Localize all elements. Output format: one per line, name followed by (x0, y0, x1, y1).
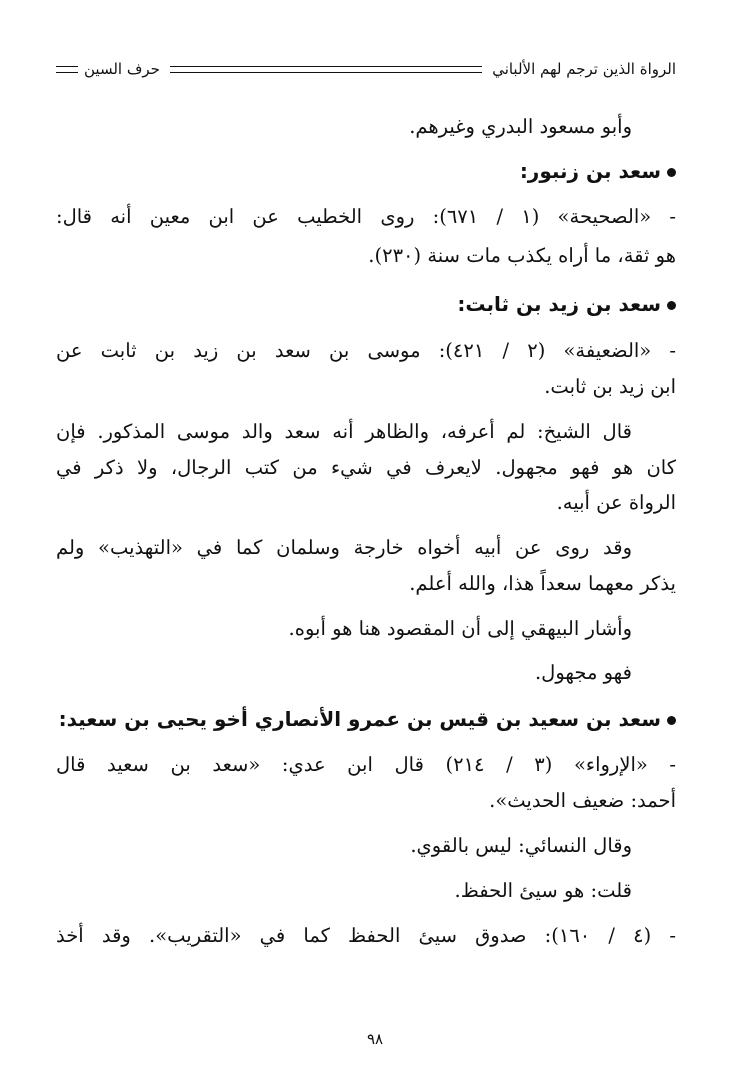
text-line: وأشار البيهقي إلى أن المقصود هنا هو أبوه. (288, 617, 632, 640)
entry-heading (520, 156, 676, 186)
text-line: وقال النسائي: ليس بالقوي. (410, 834, 632, 857)
running-header-chapter-title: حرف السين (84, 60, 160, 78)
bullet-icon (667, 716, 676, 725)
text-line: - (٤ / ١٦٠): صدوق سيئ الحفظ كما في «التقريب». وقد أخذ (56, 924, 676, 947)
text-line: أحمد: ضعيف الحديث». (489, 789, 676, 812)
text-line: فهو مجهول. (534, 661, 632, 684)
running-header (56, 54, 676, 84)
text-line: هو ثقة، ما أراه يكذب مات سنة (٢٣٠). (368, 244, 676, 267)
entry-heading-text: سعد بن زنبور: (519, 159, 661, 183)
text-line: قلت: هو سيئ الحفظ. (454, 879, 632, 902)
entry-heading (59, 704, 676, 734)
text-line: الرواة عن أبيه. (556, 491, 676, 514)
page-number: ٩٨ (366, 1030, 384, 1048)
text-line: ابن زيد بن ثابت. (544, 375, 676, 398)
text-line: وأبو مسعود البدري وغيرهم. (409, 115, 632, 138)
header-double-rule-end (56, 66, 78, 73)
entry-heading-text: سعد بن سعيد بن قيس بن عمرو الأنصاري أخو يحيى بن سعيد: (58, 707, 661, 731)
running-header-book-title: الرواة الذين ترجم لهم الألباني (492, 60, 676, 78)
bullet-icon (667, 168, 676, 177)
text-line: يذكر معهما سعداً هذا، والله أعلم. (409, 572, 676, 595)
entry-heading (457, 289, 676, 319)
text-line: - «الإرواء» (٣ / ٢١٤) قال ابن عدي: «سعد بن سعيد قال (56, 753, 676, 776)
text-line: كان هو فهو مجهول. لايعرف في شيء من كتب الرجال، ولا ذكر في (56, 456, 676, 479)
bullet-icon (667, 301, 676, 310)
text-line: - «الصحيحة» (١ / ٦٧١): روى الخطيب عن ابن معين أنه قال: (56, 205, 677, 228)
text-line: - «الضعيفة» (٢ / ٤٢١): موسى بن سعد بن زيد بن ثابت عن (56, 339, 676, 362)
text-line: وقد روى عن أبيه أخواه خارجة وسلمان كما في «التهذيب» ولم (56, 536, 632, 559)
entry-heading-text: سعد بن زيد بن ثابت: (457, 292, 661, 316)
header-double-rule (170, 66, 482, 73)
text-line: قال الشيخ: لم أعرفه، والظاهر أنه سعد والد موسى المذكور. فإن (56, 420, 632, 443)
